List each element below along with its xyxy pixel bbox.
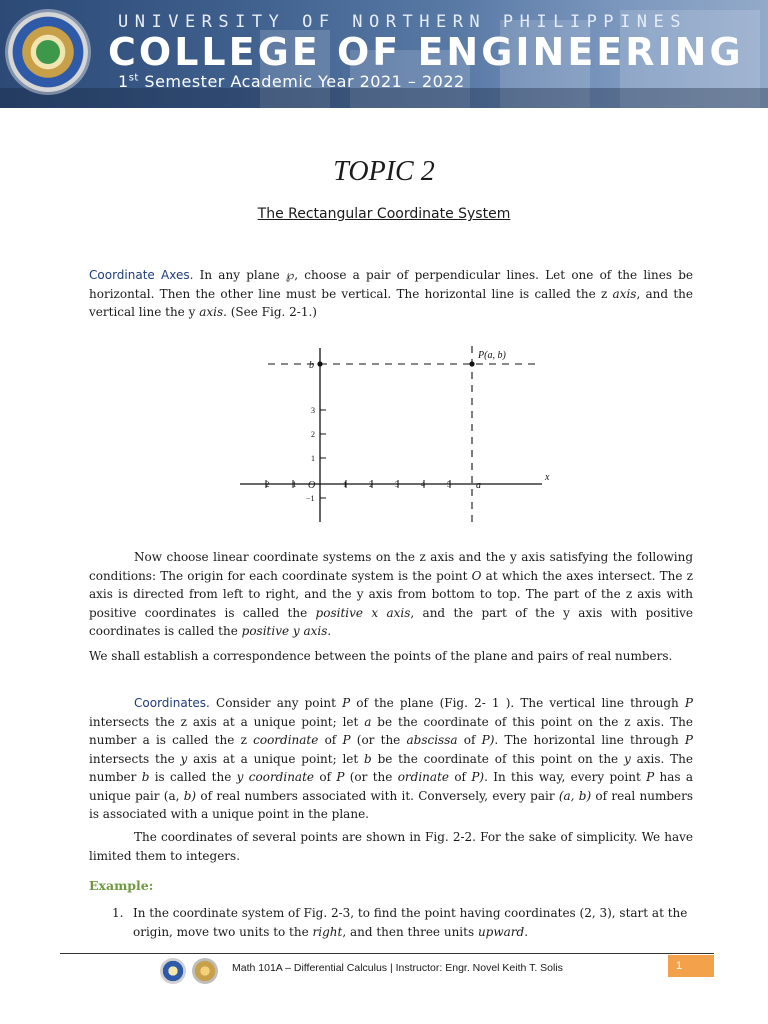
y-tick-label: −1 [306,494,315,503]
college-name: COLLEGE OF ENGINEERING [108,30,744,74]
header-banner [0,0,768,108]
section-subtitle: The Rectangular Coordinate System [257,206,511,222]
paragraph-coordinates: Coordinates. Consider any point P of the plane (Fig. 2- 1 ). The vertical line through P intersects the z axis at a unique point; let a be the coordinate of this point on the z axis. The number a is called the z coordinate of P (or the abscissa of P). The horizontal line through P intersects the y axis at a unique point; let b be the coordinate of this point on the y axis. The number b is called the y coordinate of P (or the ordinate of P). In this way, every point P has a unique pair (a, b) of real numbers associated with it. Conversely, every pair (a, b) of real numbers is associated with a unique point in the plane. [89,696,694,821]
footer-course-info: Math 101A – Differential Calculus | Instructor: Engr. Novel Keith T. Solis [232,962,563,974]
y-tick-label: 3 [311,406,315,415]
b-label: b [309,360,314,371]
term-coordinates: Coordinates. [134,696,210,710]
x-tick-label: 2 [369,480,373,489]
paragraph-correspondence: We shall establish a correspondence between the points of the plane and pairs of real numbers. [89,649,673,663]
paragraph-integer-coordinates: The coordinates of several points are shown in Fig. 2-2. For the sake of simplicity. We have limited them to integers. [89,830,693,863]
coordinate-figure [238,340,554,526]
paragraph-coordinate-axes: Coordinate Axes. In any plane ℘, choose a pair of perpendicular lines. Let one of the lines be horizontal. Then the other line must be vertical. The horizontal line is called the z axis, and the vertical line the y axis. (See Fig. 2-1.) [89,268,694,319]
x-tick-label: 5 [447,480,451,489]
a-label: a [476,480,481,491]
footer-divider [60,953,714,954]
term-coordinate-axes: Coordinate Axes. [89,268,194,282]
list-item: 1. In the coordinate system of Fig. 2-3, to find the point having coordinates (2, 3), start at the origin, move two units to the right, and then three units upward. [112,906,688,939]
page-number: 1 [668,955,714,977]
list-number: 1. [112,906,124,920]
origin-label: O [308,480,316,491]
x-tick-label: −2 [261,480,270,489]
point-label: P(a, b) [478,350,506,361]
semester-line: 1st Semester Academic Year 2021 – 2022 [118,72,465,91]
p-point [469,361,474,366]
x-tick-label: 3 [395,480,399,489]
x-tick-label: 1 [343,480,347,489]
x-tick-label: −1 [288,480,297,489]
university-logo [160,958,186,984]
x-tick-label: 4 [421,480,425,489]
page-title: TOPIC 2 [333,156,435,187]
x-axis-label: x [545,472,550,483]
b-point [317,361,322,366]
y-tick-label: 2 [311,430,315,439]
y-tick-label: 1 [311,454,315,463]
example-heading: Example: [89,878,154,893]
college-logo [192,958,218,984]
university-name: UNIVERSITY OF NORTHERN PHILIPPINES [118,12,687,32]
paragraph-linear-coordinates: Now choose linear coordinate systems on the z axis and the y axis satisfying the following conditions: The origin for each coordinate system is the point O at which the axes intersect. The z axis is directed from left to right, and the y axis from bottom to top. The part of the z axis with positive coordinates is called the positive x axis, and the part of the y axis with positive coordinates is called the positive y axis. [89,550,694,638]
college-seal-logo [8,12,88,92]
